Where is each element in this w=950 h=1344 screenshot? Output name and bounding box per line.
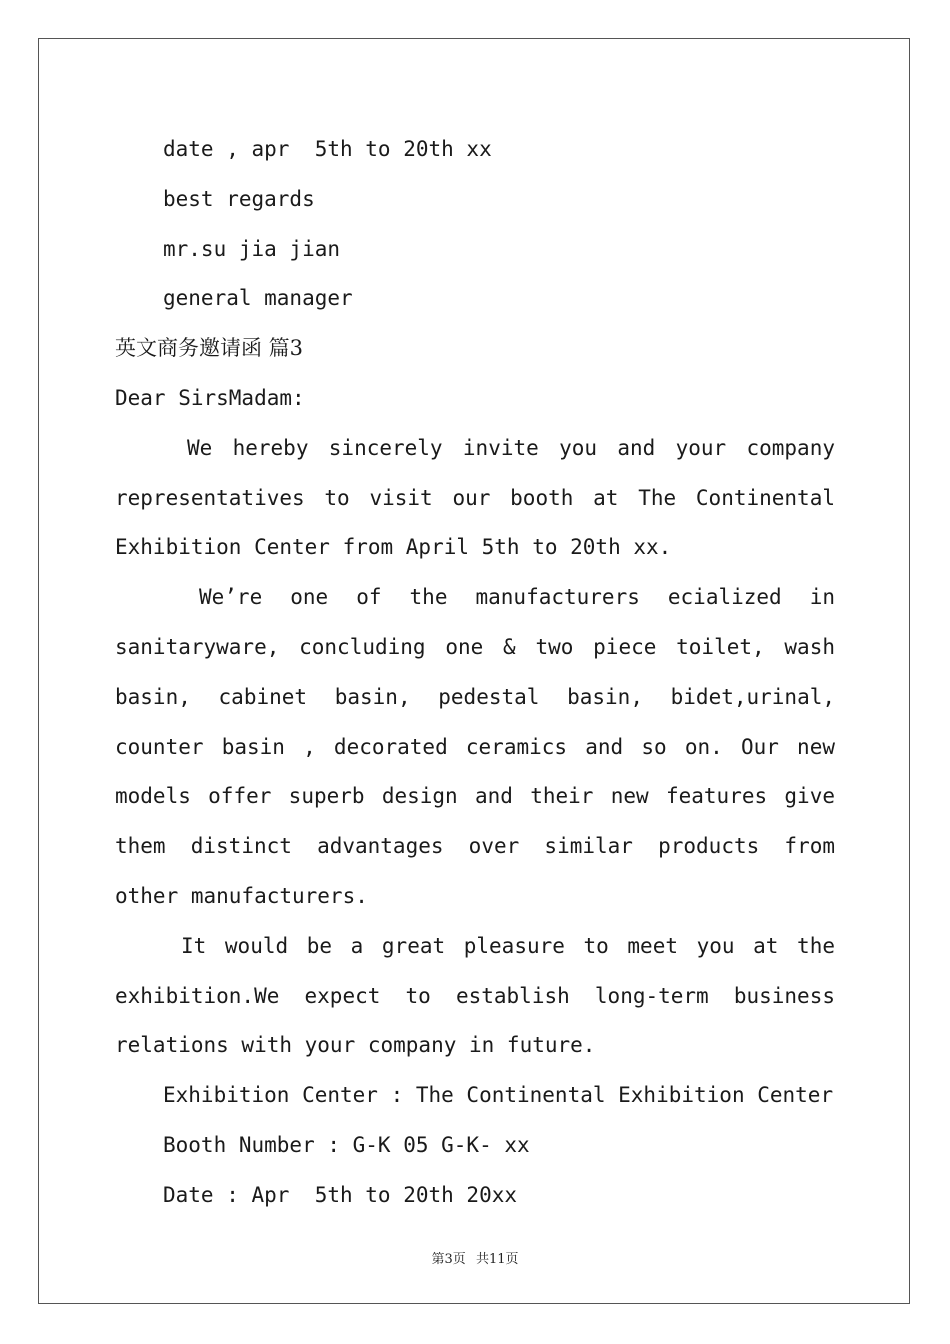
date-line: date , apr 5th to 20th xx bbox=[163, 137, 492, 161]
detail-booth-number: Booth Number : G-K 05 G-K- xx bbox=[163, 1132, 530, 1157]
page-number: 第3页 bbox=[431, 1252, 466, 1267]
detail-date: Date : Apr 5th to 20th 20xx bbox=[163, 1182, 518, 1207]
signer-name: mr.su jia jian bbox=[163, 236, 341, 261]
paragraph-closing: It would be a great pleasure to meet you at the exhibition.We expect to establish long-term business relations with your company in future. bbox=[115, 933, 835, 1058]
detail-exhibition-center: Exhibition Center : The Continental Exhibition Center bbox=[163, 1083, 834, 1108]
document-body bbox=[115, 125, 835, 1221]
paragraph-invitation: We hereby sincerely invite you and your company representatives to visit our booth at The Continental Exhibition Center from April 5th to 20th xx. bbox=[115, 435, 835, 560]
page-footer bbox=[0, 1248, 950, 1267]
salutation: Dear SirsMadam: bbox=[115, 385, 305, 410]
page-total: 共11页 bbox=[475, 1252, 519, 1267]
closing-line: best regards bbox=[163, 186, 315, 211]
section-heading: 英文商务邀请函 篇3 bbox=[115, 336, 304, 361]
signer-title: general manager bbox=[163, 286, 353, 311]
paragraph-products: We’re one of the manufacturers ecialized in sanitaryware, concluding one & two piece toilet, wash basin, cabinet basin, pedestal basin, bidet,urinal, counter basin , decorated ceramics and so on. Our new models offer superb design and their new features give them distinct advantages over similar products from other manufacturers. bbox=[115, 585, 835, 908]
